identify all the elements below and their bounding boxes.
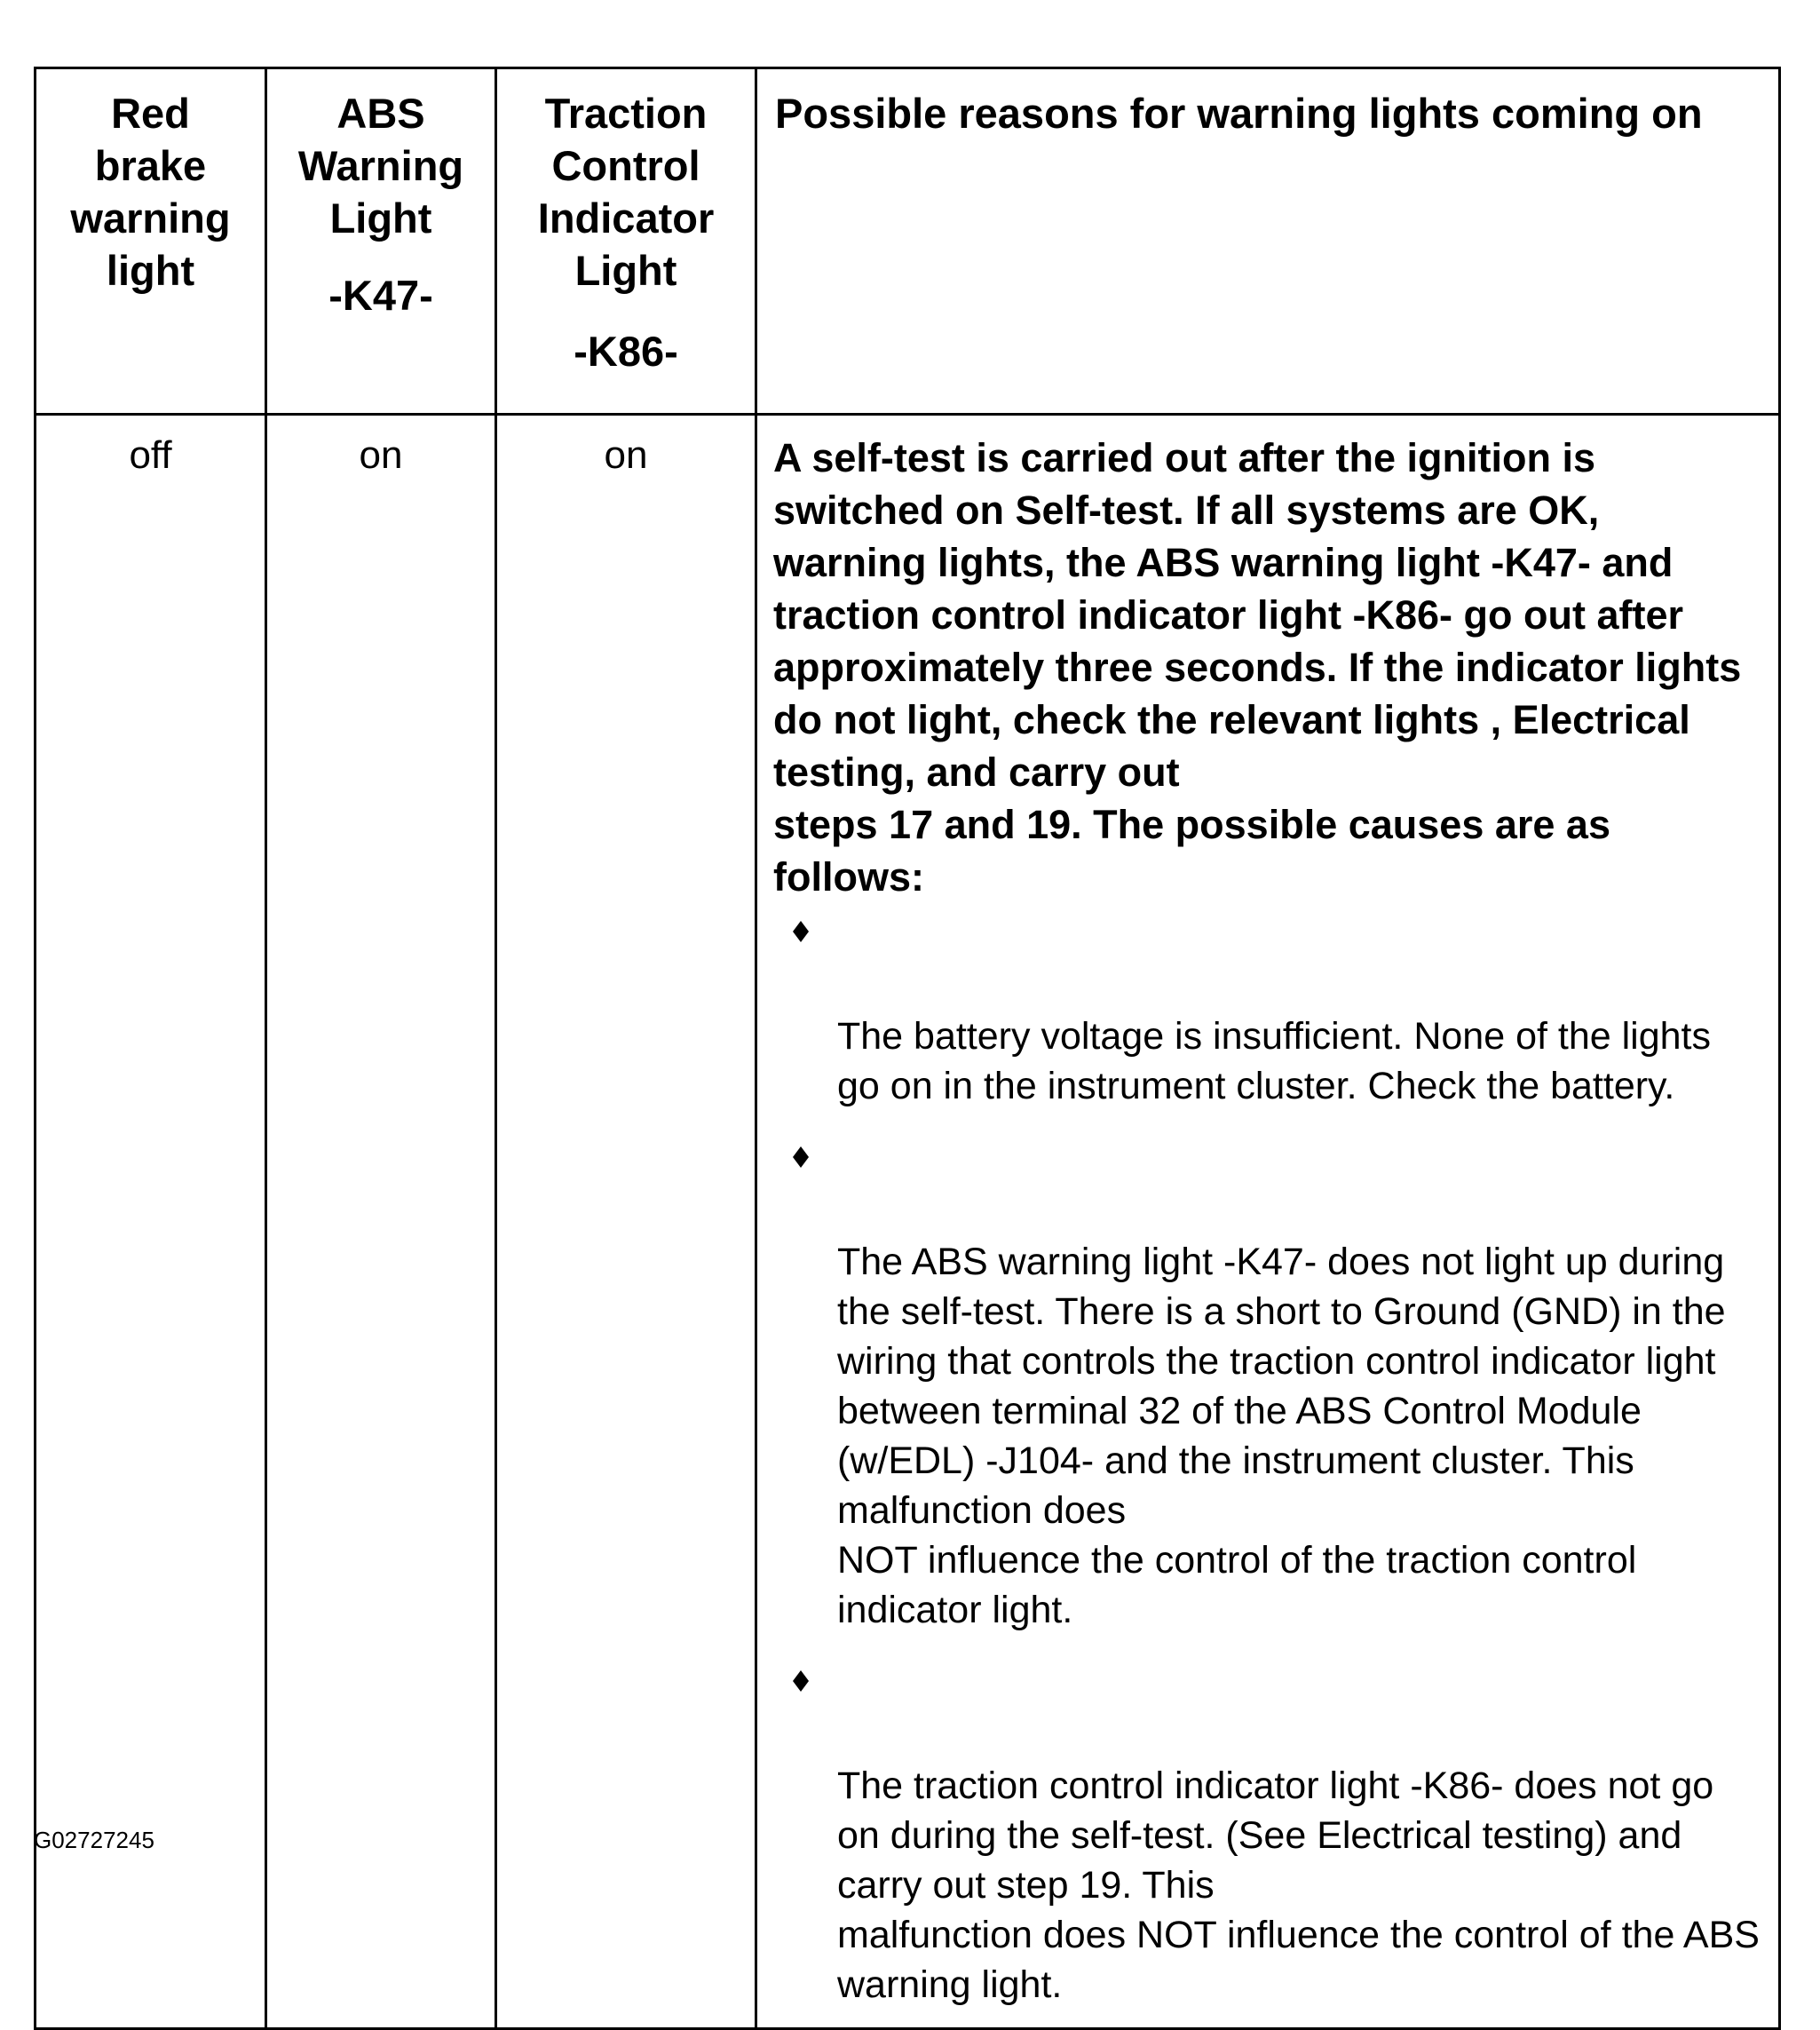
header-component-code: -K47- — [328, 272, 433, 319]
header-text-line: Light — [329, 194, 432, 242]
diamond-bullet-icon — [793, 1670, 809, 1692]
header-text-line: ABS — [336, 90, 425, 137]
abs-state-cell: on — [266, 415, 496, 2029]
warning-lights-table — [34, 67, 1781, 2030]
table-row — [36, 415, 1780, 2029]
diamond-bullet-icon — [793, 1146, 809, 1168]
header-component-code: -K86- — [574, 328, 678, 375]
header-traction-control-indicator-light — [496, 68, 756, 415]
cause-list — [773, 912, 1762, 2010]
diamond-bullet-icon — [793, 921, 809, 942]
reasons-cell — [756, 415, 1780, 2029]
list-item — [773, 1661, 1762, 2010]
header-text-line: Red — [111, 90, 190, 137]
header-text-line: Control — [551, 142, 700, 189]
intro-paragraph: A self-test is carried out after the ignition is switched on Self-test. If all systems are OK, warning lights, the ABS warning light -K47- and traction control indicator light -K86- go out after approximately three seconds. If the indicator lights do not light, check the relevant lights , Electrical testing, and carry out steps 17 and 19. The possible causes are as follows: — [773, 435, 1742, 900]
cause-text: The battery voltage is insufficient. None of the lights go on in the instrument cluster. Check the battery. — [837, 1015, 1711, 1107]
header-text-line: light — [106, 247, 195, 294]
list-item — [773, 912, 1762, 1111]
cause-text: The traction control indicator light -K86- does not go on during the self-test. (See Electrical testing) and carry out step 19. This malfunction does NOT influence the control of the ABS warning light. — [837, 1764, 1760, 2006]
header-text-line: Indicator — [537, 194, 715, 242]
red-brake-state-cell: off — [36, 415, 266, 2029]
cause-text: The ABS warning light -K47- does not light up during the self-test. There is a short to Ground (GND) in the wiring that controls the traction control indicator light between terminal 32 of the ABS Control Module (w/EDL) -J104- and the instrument cluster. This malfunction does NOT influence the control of the traction control indicator light. — [837, 1241, 1726, 1631]
header-abs-warning-light — [266, 68, 496, 415]
traction-state-cell: on — [496, 415, 756, 2029]
figure-id: G02727245 — [34, 1827, 154, 1853]
header-possible-reasons: Possible reasons for warning lights coming on — [756, 68, 1780, 415]
header-text-line: Traction — [544, 90, 708, 137]
header-red-brake-warning-light — [36, 68, 266, 415]
header-text-line: Warning — [297, 142, 464, 189]
header-text-line: brake — [94, 142, 207, 189]
list-item — [773, 1138, 1762, 1635]
header-text-line: Light — [574, 247, 677, 294]
header-text-line: warning — [70, 194, 231, 242]
header-row — [36, 68, 1780, 415]
